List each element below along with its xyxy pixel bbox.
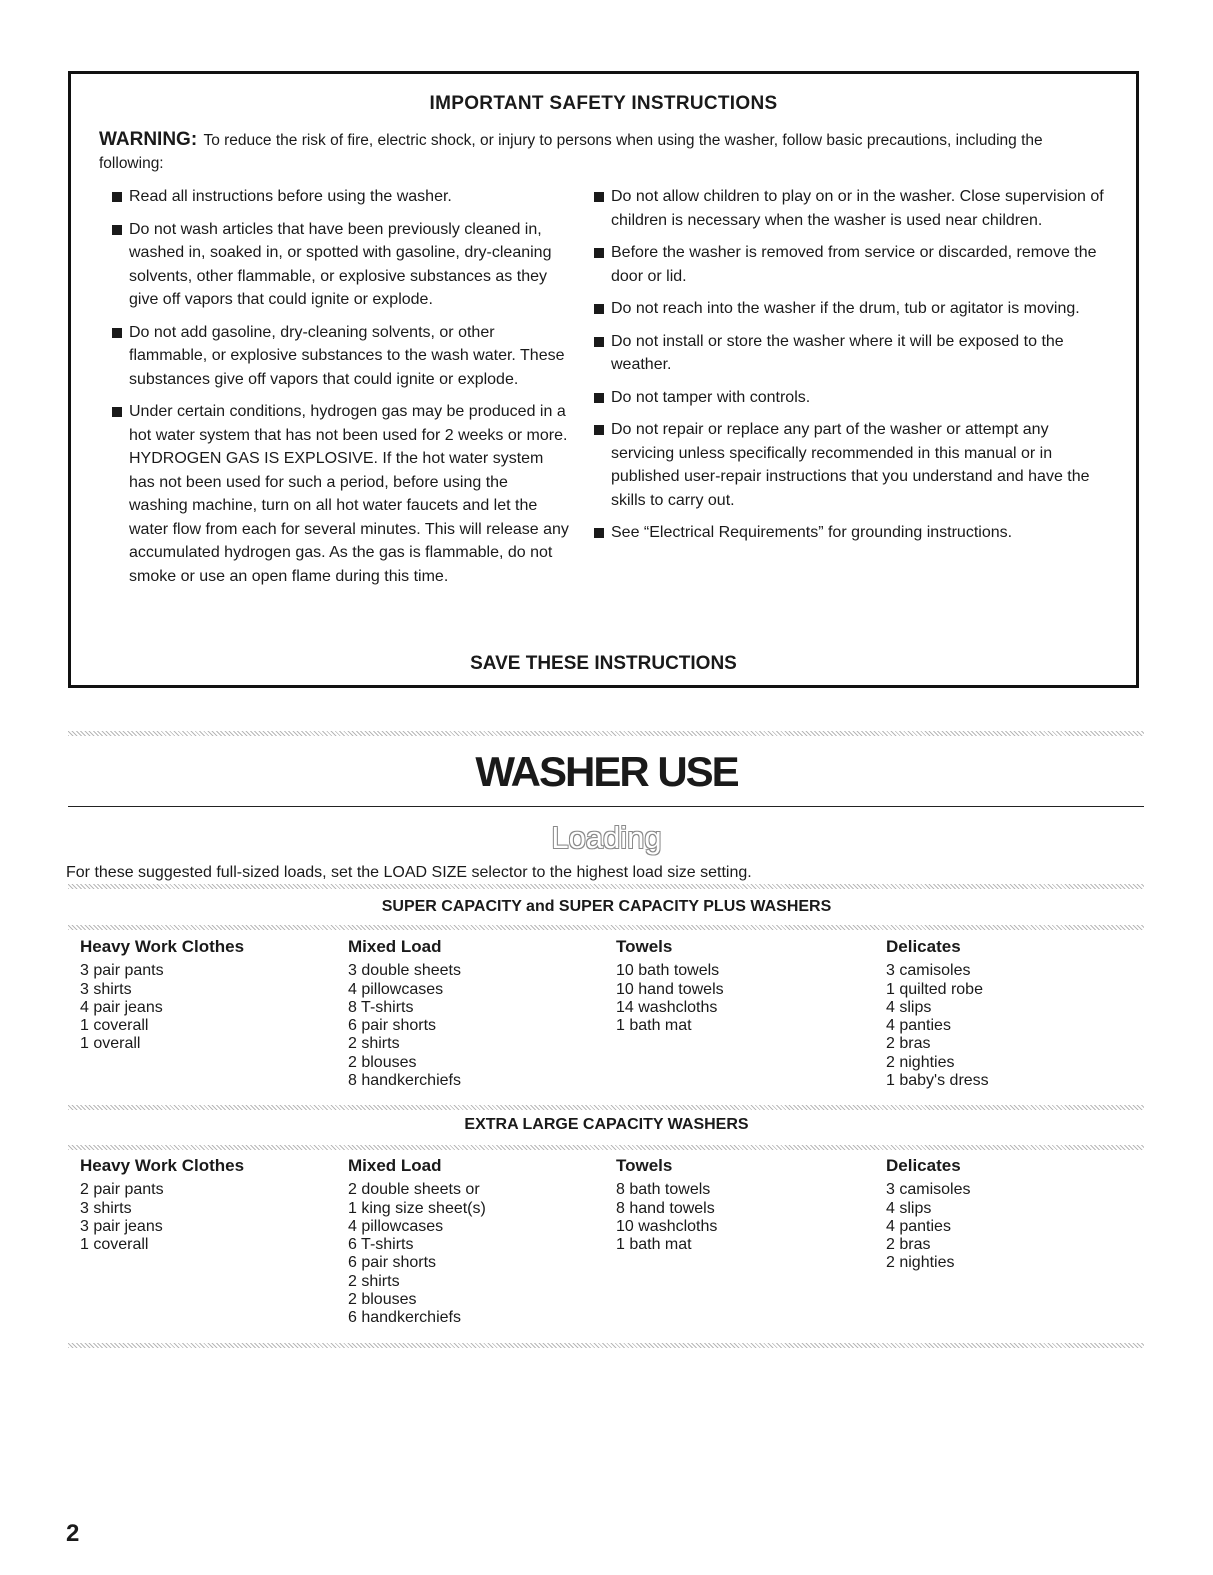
warning-text: To reduce the risk of fire, electric shock, or injury to persons when using the washer, follow basic precautions, including the following:: [99, 132, 1043, 172]
bullet-item: [593, 418, 1113, 512]
list-item: 2 blouses: [348, 1291, 417, 1309]
square-bullet-icon: [594, 248, 604, 258]
column-heading: Towels: [616, 1156, 673, 1175]
list-item: 4 panties: [886, 1217, 951, 1235]
list-item: 3 pair jeans: [80, 1217, 163, 1235]
list-item: 2 bras: [886, 1236, 931, 1254]
column-towels: [616, 938, 724, 1035]
list-item: 2 bras: [886, 1035, 931, 1053]
bullet-item: [593, 185, 1113, 232]
bullet-text: Do not reach into the washer if the drum, tub or agitator is moving.: [611, 300, 1080, 317]
hatch-divider: [68, 731, 1144, 736]
bullet-text: Do not repair or replace any part of the washer or attempt any servicing unless specifically recommended in this manual or in published user-repair instructions that you understand and have the skills to carry out.: [611, 421, 1090, 509]
bullet-text: Under certain conditions, hydrogen gas may be produced in a hot water system that has not been used for 2 weeks or more. HYDROGEN GAS IS EXPLOSIVE. If the hot water system has not been used for such a period, before using the washing machine, turn on all hot water faucets and let the water flow from each for several minutes. This will release any accumulated hydrogen gas. As the gas is flammable, do not smoke or use an open flame during this time.: [129, 403, 569, 585]
warning-label: WARNING:: [99, 129, 198, 150]
list-item: 4 pillowcases: [348, 1217, 444, 1235]
list-item: 6 T-shirts: [348, 1236, 414, 1254]
list-item: 4 pillowcases: [348, 980, 444, 998]
list-item: 8 bath towels: [616, 1181, 711, 1199]
list-item: 8 T-shirts: [348, 998, 414, 1016]
list-item: 3 camisoles: [886, 1181, 971, 1199]
list-item: 4 panties: [886, 1017, 951, 1035]
list-item: 1 overall: [80, 1035, 141, 1053]
square-bullet-icon: [594, 528, 604, 538]
list-item: 1 bath mat: [616, 1236, 692, 1254]
loading-intro: For these suggested full-sized loads, set the LOAD SIZE selector to the highest load size setting.: [66, 864, 752, 881]
list-item: 2 shirts: [348, 1035, 400, 1053]
square-bullet-icon: [594, 337, 604, 347]
list-item: 4 slips: [886, 998, 932, 1016]
square-bullet-icon: [594, 425, 604, 435]
list-item: 2 nighties: [886, 1053, 955, 1071]
bullet-item: [593, 241, 1113, 288]
right-bullet-list: [593, 185, 1113, 554]
bullet-text: Do not allow children to play on or in the washer. Close supervision of children is necessary when the washer is used near children.: [611, 188, 1104, 229]
list-item: 2 double sheets or: [348, 1181, 480, 1199]
column-heading: Delicates: [886, 1156, 961, 1175]
list-item: 3 shirts: [80, 980, 132, 998]
list-item: 1 coverall: [80, 1017, 149, 1035]
list-item: 1 baby's dress: [886, 1072, 989, 1090]
bullet-item: [593, 330, 1113, 377]
list-item: 3 pair pants: [80, 962, 164, 980]
square-bullet-icon: [112, 225, 122, 235]
column-heading: Heavy Work Clothes: [80, 937, 245, 956]
page-number: 2: [66, 1520, 80, 1547]
bullet-text: Do not wash articles that have been previously cleaned in, washed in, soaked in, or spotted with gasoline, dry-cleaning solvents, other flammable, or explosive substances as they give off vapors that could ignite or explode.: [129, 220, 552, 308]
square-bullet-icon: [112, 407, 122, 417]
list-item: 2 shirts: [348, 1272, 400, 1290]
bullet-item: [593, 297, 1113, 321]
bullet-text: See “Electrical Requirements” for grounding instructions.: [611, 524, 1013, 541]
bullet-text: Do not tamper with controls.: [611, 388, 811, 406]
list-item: 1 bath mat: [616, 1017, 692, 1035]
section-subtitle: Loading: [551, 820, 662, 855]
bullet-item: [593, 386, 1113, 410]
column-heading: Heavy Work Clothes: [80, 1156, 245, 1175]
square-bullet-icon: [594, 192, 604, 202]
column-heading: Towels: [616, 937, 673, 956]
bullet-item: [593, 521, 1113, 545]
column-towels: [616, 1157, 717, 1254]
square-bullet-icon: [112, 328, 122, 338]
section-title: EXTRA LARGE CAPACITY WASHERS: [464, 1116, 749, 1133]
column-delicates: [886, 1157, 970, 1273]
bullet-item: [111, 218, 569, 312]
list-item: 10 hand towels: [616, 980, 724, 998]
hatch-divider: [68, 1343, 1144, 1348]
left-bullet-list: [111, 185, 569, 597]
list-item: 2 blouses: [348, 1053, 417, 1071]
list-item: 3 camisoles: [886, 962, 971, 980]
list-item: 1 king size sheet(s): [348, 1199, 486, 1217]
bullet-item: [111, 185, 569, 209]
list-item: 6 handkerchiefs: [348, 1309, 461, 1327]
title-rule: [68, 806, 1144, 807]
bullet-item: [111, 400, 569, 588]
square-bullet-icon: [594, 393, 604, 403]
column-heading: Mixed Load: [348, 1156, 442, 1175]
bullet-text: Before the washer is removed from service or discarded, remove the door or lid.: [611, 244, 1097, 285]
hatch-divider: [68, 1145, 1144, 1150]
column-heading: Delicates: [886, 937, 961, 956]
list-item: 6 pair shorts: [348, 1254, 437, 1272]
column-heavy-work-clothes: [80, 938, 244, 1054]
list-item: 8 handkerchiefs: [348, 1072, 461, 1090]
square-bullet-icon: [594, 304, 604, 314]
list-item: 2 pair pants: [80, 1181, 164, 1199]
list-item: 8 hand towels: [616, 1199, 715, 1217]
column-mixed-load: [348, 938, 461, 1090]
bullet-item: [111, 321, 569, 392]
square-bullet-icon: [112, 192, 122, 202]
hatch-divider: [68, 884, 1144, 889]
safety-title: IMPORTANT SAFETY INSTRUCTIONS: [429, 93, 778, 114]
page-title: WASHER USE: [475, 748, 738, 795]
bullet-text: Read all instructions before using the washer.: [129, 188, 452, 205]
column-delicates: [886, 938, 989, 1090]
list-item: 3 double sheets: [348, 962, 461, 980]
list-item: 6 pair shorts: [348, 1017, 437, 1035]
list-item: 10 bath towels: [616, 962, 720, 980]
safety-instructions-box: [68, 71, 1139, 688]
hatch-divider: [68, 1105, 1144, 1110]
list-item: 4 slips: [886, 1199, 932, 1217]
list-item: 14 washcloths: [616, 998, 718, 1016]
list-item: 2 nighties: [886, 1254, 955, 1272]
column-heading: Mixed Load: [348, 937, 442, 956]
list-item: 1 coverall: [80, 1236, 149, 1254]
list-item: 10 washcloths: [616, 1217, 718, 1235]
list-item: 3 shirts: [80, 1199, 132, 1217]
column-heavy-work-clothes: [80, 1157, 244, 1254]
list-item: 4 pair jeans: [80, 998, 163, 1016]
column-mixed-load: [348, 1157, 486, 1328]
list-item: 1 quilted robe: [886, 980, 983, 998]
hatch-divider: [68, 925, 1144, 930]
section-title: SUPER CAPACITY and SUPER CAPACITY PLUS WASHERS: [381, 898, 832, 915]
bullet-text: Do not install or store the washer where it will be exposed to the weather.: [611, 332, 1064, 373]
warning-paragraph: [99, 128, 1106, 175]
save-instructions-title: SAVE THESE INSTRUCTIONS: [470, 653, 737, 674]
bullet-text: Do not add gasoline, dry-cleaning solvents, or other flammable, or explosive substances to the wash water. These substances give off vapors that could ignite or explode.: [129, 323, 565, 388]
